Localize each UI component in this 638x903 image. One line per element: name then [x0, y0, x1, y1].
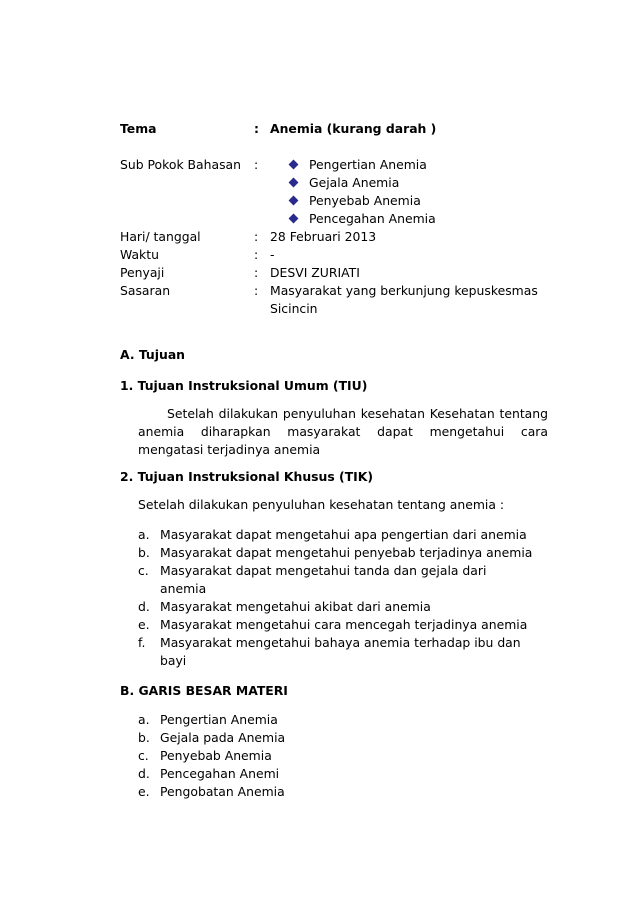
- sub-pokok-list: [270, 156, 550, 228]
- sasaran-value: Masyarakat yang berkunjung kepuskesmas Sicincin: [270, 283, 538, 316]
- sub-pokok-values: [270, 156, 550, 228]
- hari-row: [120, 228, 550, 246]
- list-item: [138, 783, 550, 801]
- list-item-text: Masyarakat mengetahui akibat dari anemia: [160, 599, 431, 614]
- colon: :: [254, 121, 259, 136]
- list-item-text: Pengertian Anemia: [309, 157, 427, 172]
- list-item: [138, 598, 550, 616]
- list-marker: e.: [138, 617, 150, 632]
- sub-pokok-label: Sub Pokok Bahasan: [120, 157, 242, 172]
- tema-value: Anemia (kurang darah ): [270, 121, 437, 136]
- hari-label: Hari/ tanggal: [120, 229, 201, 244]
- list-item: [270, 210, 550, 228]
- tema-label: Tema: [120, 121, 157, 136]
- list-item-text: Penyebab Anemia: [309, 193, 421, 208]
- hari-value: 28 Februari 2013: [270, 229, 377, 244]
- list-item-text: Pengertian Anemia: [160, 712, 278, 727]
- penyaji-value: DESVI ZURIATI: [270, 265, 360, 280]
- list-marker: d.: [138, 599, 150, 614]
- diamond-bullet-icon: [289, 214, 299, 224]
- list-item-text: Gejala Anemia: [309, 175, 400, 190]
- materi-list: [138, 711, 550, 801]
- list-item-text: Masyarakat mengetahui cara mencegah terjadinya anemia: [160, 617, 528, 632]
- list-marker: d.: [138, 766, 150, 781]
- list-item: [138, 747, 550, 765]
- list-item: [138, 562, 550, 598]
- diamond-bullet-icon: [289, 178, 299, 188]
- list-item-text: Masyarakat dapat mengetahui tanda dan gejala dari anemia: [160, 563, 487, 596]
- list-marker: b.: [138, 730, 150, 745]
- colon: :: [254, 283, 259, 298]
- colon: :: [254, 265, 259, 280]
- colon: :: [254, 247, 259, 262]
- waktu-value: -: [270, 247, 275, 262]
- waktu-row: [120, 246, 550, 264]
- tiu-paragraph: Setelah dilakukan penyuluhan kesehatan Kesehatan tentang anemia diharapkan masyarakat dapat mengetahui cara mengatasi terjadinya anemia: [138, 406, 548, 457]
- list-marker: a.: [138, 527, 150, 542]
- list-item-text: Pencegahan Anemia: [309, 211, 436, 226]
- list-marker: c.: [138, 563, 149, 578]
- detail-rows: [120, 228, 550, 318]
- diamond-bullet-icon: [289, 196, 299, 206]
- colon: :: [254, 229, 259, 244]
- info-table: [120, 120, 550, 138]
- list-item: [138, 544, 550, 562]
- list-item-text: Masyarakat mengetahui bahaya anemia terhadap ibu dan bayi: [160, 635, 521, 668]
- list-item-text: Gejala pada Anemia: [160, 730, 286, 745]
- list-item-text: Masyarakat dapat mengetahui penyebab terjadinya anemia: [160, 545, 533, 560]
- tik-heading: 2. Tujuan Instruksional Khusus (TIK): [120, 469, 374, 484]
- list-marker: c.: [138, 748, 149, 763]
- penyaji-row: [120, 264, 550, 282]
- diamond-bullet-icon: [289, 160, 299, 170]
- list-item-text: Masyarakat dapat mengetahui apa pengertian dari anemia: [160, 527, 527, 542]
- list-marker: f.: [138, 635, 146, 650]
- list-item: [270, 174, 550, 192]
- list-item-text: Penyebab Anemia: [160, 748, 272, 763]
- penyaji-label: Penyaji: [120, 265, 165, 280]
- list-item: [270, 192, 550, 210]
- list-item: [138, 616, 550, 634]
- list-item: [138, 634, 550, 670]
- section-a-heading: A. Tujuan: [120, 347, 186, 362]
- tiu-heading: 1. Tujuan Instruksional Umum (TIU): [120, 378, 368, 393]
- list-marker: b.: [138, 545, 150, 560]
- sasaran-label: Sasaran: [120, 283, 171, 298]
- list-item-text: Pencegahan Anemi: [160, 766, 280, 781]
- list-item: [138, 729, 550, 747]
- waktu-label: Waktu: [120, 247, 159, 262]
- list-item: [138, 711, 550, 729]
- colon: :: [254, 157, 259, 172]
- list-item: [270, 156, 550, 174]
- list-item: [138, 526, 550, 544]
- sasaran-row: [120, 282, 550, 318]
- list-item-text: Pengobatan Anemia: [160, 784, 285, 799]
- tik-intro: Setelah dilakukan penyuluhan kesehatan tentang anemia :: [138, 497, 505, 512]
- sub-pokok-section: [120, 156, 550, 228]
- sub-pokok-row: [120, 156, 550, 228]
- section-b-heading: B. GARIS BESAR MATERI: [120, 683, 288, 698]
- tik-list: [138, 526, 550, 670]
- list-marker: a.: [138, 712, 150, 727]
- list-item: [138, 765, 550, 783]
- list-marker: e.: [138, 784, 150, 799]
- tema-row: [120, 120, 550, 138]
